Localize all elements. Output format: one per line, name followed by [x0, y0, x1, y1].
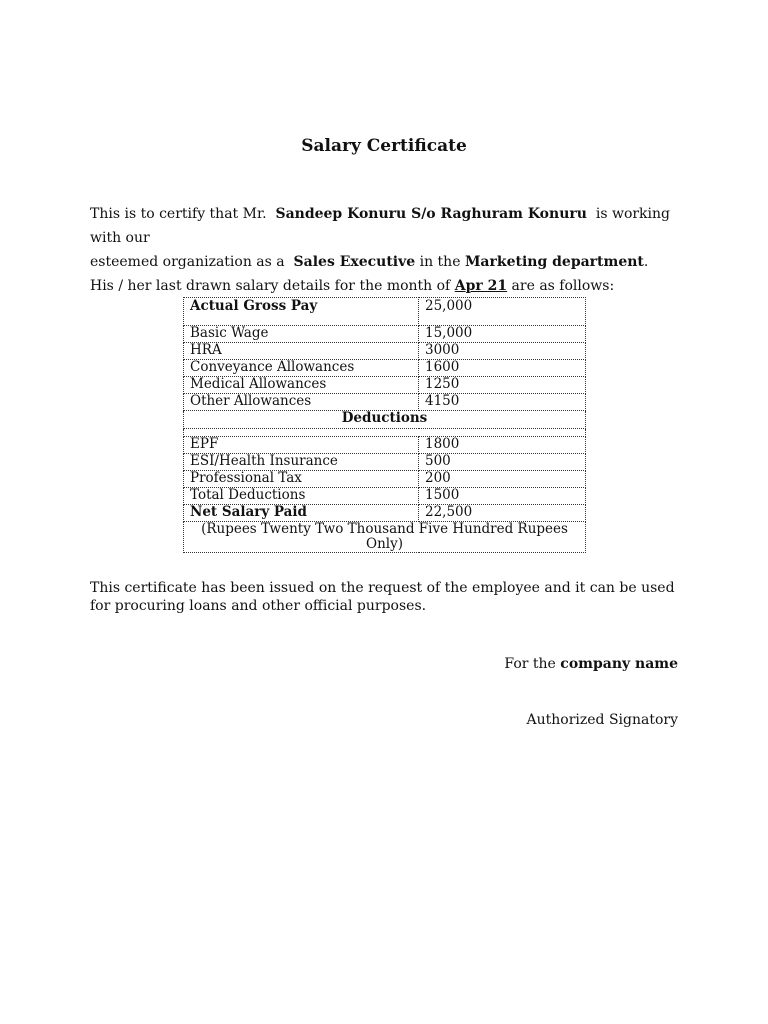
deduction-value: 200 — [419, 471, 586, 488]
closing-paragraph: This certificate has been issued on the request of the employee and it can be used for procuring loans and other official purposes. — [90, 580, 675, 614]
net-words-row — [184, 522, 586, 553]
table-spacer — [184, 429, 586, 437]
table-spacer-row — [184, 429, 586, 437]
net-words: (Rupees Twenty Two Thousand Five Hundred Rupees Only) — [184, 522, 586, 553]
net-value: 22,500 — [419, 505, 586, 522]
deduction-value: 500 — [419, 454, 586, 471]
salary-prefix: His / her last drawn salary details for the month of — [90, 278, 451, 294]
earning-label: Medical Allowances — [184, 377, 419, 394]
intro-paragraph — [90, 202, 680, 298]
working-with-text: is working with our — [90, 206, 670, 246]
gross-value: 25,000 — [419, 298, 586, 326]
net-label: Net Salary Paid — [184, 505, 419, 522]
deduction-label: Professional Tax — [184, 471, 419, 488]
earning-value: 4150 — [419, 394, 586, 411]
table-row-gross — [184, 298, 586, 326]
deductions-heading: Deductions — [184, 411, 586, 429]
table-row — [184, 394, 586, 411]
earning-label: HRA — [184, 343, 419, 360]
for-prefix: For the — [504, 656, 556, 672]
earning-value: 3000 — [419, 343, 586, 360]
authorized-signatory: Authorized Signatory — [526, 712, 678, 728]
table-row — [184, 471, 586, 488]
table-row — [184, 360, 586, 377]
salary-suffix: are as follows: — [511, 278, 615, 294]
table-row — [184, 377, 586, 394]
deduction-label: Total Deductions — [184, 488, 419, 505]
gross-label: Actual Gross Pay — [184, 298, 419, 326]
table-row — [184, 454, 586, 471]
earning-value: 15,000 — [419, 326, 586, 343]
salary-table — [183, 297, 586, 553]
earning-label: Basic Wage — [184, 326, 419, 343]
company-name: company name — [560, 656, 678, 672]
table-row — [184, 343, 586, 360]
certify-prefix: This is to certify that Mr. — [90, 206, 267, 222]
earning-value: 1250 — [419, 377, 586, 394]
earning-label: Conveyance Allowances — [184, 360, 419, 377]
organization-text: esteemed organization as a — [90, 254, 285, 270]
earning-label: Other Allowances — [184, 394, 419, 411]
department: Marketing department — [464, 254, 644, 270]
company-line — [504, 656, 678, 672]
table-row — [184, 488, 586, 505]
designation: Sales Executive — [293, 254, 416, 270]
table-row — [184, 326, 586, 343]
table-row — [184, 437, 586, 454]
deduction-value: 1500 — [419, 488, 586, 505]
deductions-heading-row — [184, 411, 586, 429]
table-row-net — [184, 505, 586, 522]
deduction-label: ESI/Health Insurance — [184, 454, 419, 471]
employee-name: Sandeep Konuru S/o Raghuram Konuru — [275, 206, 587, 222]
earning-value: 1600 — [419, 360, 586, 377]
page-title: Salary Certificate — [301, 136, 467, 156]
deduction-label: EPF — [184, 437, 419, 454]
deduction-value: 1800 — [419, 437, 586, 454]
salary-month: Apr 21 — [454, 278, 508, 294]
in-the-text: in the — [419, 254, 461, 270]
period-text: . — [643, 254, 649, 270]
